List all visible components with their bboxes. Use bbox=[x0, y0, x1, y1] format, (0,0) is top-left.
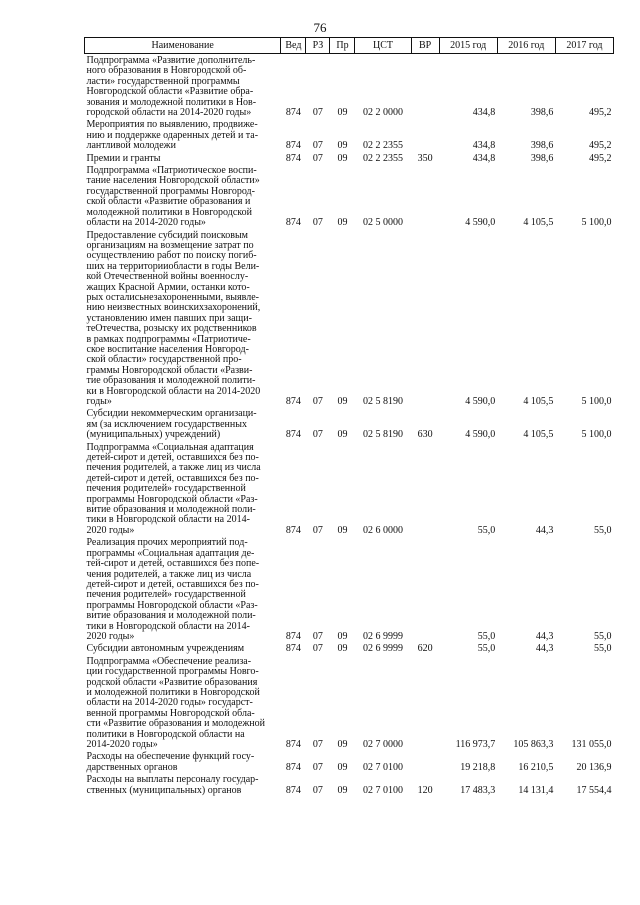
row-name bbox=[85, 750, 281, 773]
cell-rz: 07 bbox=[312, 524, 323, 536]
row-name-line: детей-сирот и детей, оставшихся без по- bbox=[86, 472, 259, 484]
cell-vr bbox=[411, 229, 439, 408]
row-name-line: Подпрограмма «Социальная адаптация bbox=[86, 441, 254, 453]
row-name-line: Расходы на выплаты персоналу государ- bbox=[86, 774, 259, 786]
row-name-line: программы Новгородской области «Раз- bbox=[86, 493, 258, 505]
header-pr: Пр bbox=[330, 38, 355, 54]
cell-rz: 07 bbox=[312, 152, 323, 164]
header-vr: ВР bbox=[411, 38, 439, 54]
cell-pr: 09 bbox=[337, 524, 348, 536]
row-name-line: кой Отечественной войны военнослу- bbox=[86, 271, 249, 283]
row-name-line: осуществлению работ по поиску погиб- bbox=[86, 250, 257, 262]
cell-pr: 09 bbox=[337, 739, 348, 750]
row-name-line: детей-сирот и детей, оставшихся без по- bbox=[86, 578, 259, 590]
header-ved: Вед bbox=[281, 38, 306, 54]
row-name bbox=[85, 229, 281, 408]
row-name-line: ки в Новгородской области на 2014-2020 bbox=[86, 385, 261, 397]
cell-vr bbox=[411, 441, 439, 537]
cell-2016: 398,6 bbox=[530, 107, 554, 119]
cell-2015: 116 973,7 bbox=[455, 739, 496, 750]
cell-ved: 874 bbox=[285, 761, 301, 773]
cell-rz: 07 bbox=[312, 217, 323, 229]
row-name-line: граммы Новгородской области «Разви- bbox=[86, 364, 253, 376]
cell-2017: 5 100,0 bbox=[581, 217, 612, 229]
row-name-line: тание населения Новгородской области» bbox=[86, 175, 260, 187]
cell-2016: 4 105,5 bbox=[523, 396, 554, 407]
row-name-line: венной программы Новгородской обла- bbox=[86, 707, 255, 719]
row-name-line: Предоставление субсидий поисковым bbox=[86, 229, 248, 241]
cell-rz: 07 bbox=[312, 140, 323, 152]
header-2017: 2017 год bbox=[555, 38, 613, 54]
row-name-line: ям (за исключением государственных bbox=[86, 418, 247, 430]
row-name-line: организациям на возмещение затрат по bbox=[86, 239, 254, 251]
cell-ved: 874 bbox=[285, 107, 301, 119]
cell-pr: 09 bbox=[337, 643, 348, 655]
cell-2016: 105 863,3 bbox=[513, 739, 554, 750]
table-row bbox=[85, 407, 614, 440]
row-name-line: жащих Красной Армии, останки кото- bbox=[86, 281, 250, 293]
cell-vr bbox=[411, 164, 439, 228]
row-name-line: 2014-2020 годы» bbox=[86, 739, 158, 750]
cell-pr: 09 bbox=[337, 630, 348, 642]
row-name bbox=[85, 407, 281, 440]
cell-ved: 874 bbox=[285, 739, 301, 750]
cell-vr: 620 bbox=[417, 643, 433, 655]
row-name-line: ного образования в Новгородской об- bbox=[86, 65, 247, 77]
row-name-line: программы «Социальная адаптация де- bbox=[86, 547, 255, 559]
row-name bbox=[85, 54, 281, 119]
row-name bbox=[85, 536, 281, 642]
cell-vr bbox=[411, 655, 439, 751]
cell-cst: 02 2 0000 bbox=[363, 107, 404, 119]
row-name-line: нию неизвестных воинскихзахоронений, bbox=[86, 302, 261, 314]
cell-2016: 44,3 bbox=[535, 643, 554, 655]
cell-rz: 07 bbox=[312, 761, 323, 773]
cell-vr bbox=[411, 54, 439, 119]
cell-rz: 07 bbox=[312, 107, 323, 119]
row-name-line: Новгородской области «Развитие обра- bbox=[86, 86, 254, 98]
row-name bbox=[85, 441, 281, 537]
row-name bbox=[85, 152, 281, 164]
row-name-line: лантливой молодежи bbox=[86, 140, 176, 152]
cell-ved: 874 bbox=[285, 630, 301, 642]
cell-ved: 874 bbox=[285, 140, 301, 152]
row-name-line: Подпрограмма «Патриотическое воспи- bbox=[86, 165, 257, 177]
table-row bbox=[85, 536, 614, 642]
header-row bbox=[85, 38, 614, 54]
cell-vr bbox=[411, 536, 439, 642]
cell-2015: 4 590,0 bbox=[465, 396, 496, 407]
row-name-line: детей-сирот и детей, оставшихся без по- bbox=[86, 452, 259, 464]
table-row bbox=[85, 642, 614, 654]
cell-vr: 350 bbox=[417, 152, 433, 164]
row-name-line: ской области «Развитие образования и bbox=[86, 196, 251, 208]
cell-ved: 874 bbox=[285, 217, 301, 229]
cell-2017: 55,0 bbox=[594, 643, 612, 655]
row-name-line: (муниципальных) учреждений) bbox=[86, 429, 221, 441]
row-name-line: Субсидии некоммерческим организаци- bbox=[86, 408, 257, 420]
row-name-line: тие образования и молодежной полити- bbox=[86, 375, 256, 387]
cell-rz: 07 bbox=[312, 643, 323, 655]
cell-2017: 55,0 bbox=[594, 524, 612, 536]
cell-2015: 19 218,8 bbox=[460, 761, 496, 773]
cell-ved: 874 bbox=[285, 524, 301, 536]
row-name-line: родской области «Развитие образования bbox=[86, 676, 258, 688]
row-name-line: ственных (муниципальных) органов bbox=[86, 784, 242, 796]
row-name-line: зования и молодежной политики в Нов- bbox=[86, 96, 257, 108]
row-name-line: тики в Новгородской области на 2014- bbox=[86, 620, 250, 632]
row-name-line: программы Новгородской области «Раз- bbox=[86, 599, 258, 611]
cell-2016: 4 105,5 bbox=[523, 217, 554, 229]
cell-pr: 09 bbox=[337, 107, 348, 119]
cell-pr: 09 bbox=[337, 152, 348, 164]
row-name-line: Премии и гранты bbox=[86, 152, 161, 164]
cell-2015: 17 483,3 bbox=[460, 784, 496, 796]
header-rz: РЗ bbox=[306, 38, 330, 54]
table-row bbox=[85, 54, 614, 119]
header-2015: 2015 год bbox=[439, 38, 497, 54]
cell-2016: 44,3 bbox=[535, 630, 554, 642]
row-name-line: Подпрограмма «Развитие дополнитель- bbox=[86, 55, 256, 66]
cell-cst: 02 6 9999 bbox=[363, 643, 404, 655]
row-name-line: области на 2014-2020 годы» государст- bbox=[86, 697, 253, 709]
cell-2016: 398,6 bbox=[530, 152, 554, 164]
row-name-line: в рамках подпрограммы «Патриотиче- bbox=[86, 333, 251, 345]
cell-2015: 55,0 bbox=[477, 630, 496, 642]
cell-2015: 55,0 bbox=[477, 643, 496, 655]
cell-2017: 131 055,0 bbox=[571, 739, 612, 750]
table-row bbox=[85, 655, 614, 751]
cell-2015: 55,0 bbox=[477, 524, 496, 536]
cell-pr: 09 bbox=[337, 784, 348, 796]
row-name-line: ласти» государственной программы bbox=[86, 75, 240, 87]
row-name-line: Расходы на обеспечение функций госу- bbox=[86, 751, 255, 763]
cell-vr: 120 bbox=[417, 784, 433, 796]
row-name-line: и молодежной политики в Новгородской bbox=[86, 686, 260, 698]
table-row bbox=[85, 773, 614, 796]
row-name-line: ской области» государственной про- bbox=[86, 354, 242, 366]
cell-2017: 5 100,0 bbox=[581, 396, 612, 407]
cell-cst: 02 7 0100 bbox=[363, 761, 404, 773]
cell-vr bbox=[411, 118, 439, 151]
row-name-line: 2020 годы» bbox=[86, 524, 135, 536]
cell-pr: 09 bbox=[337, 217, 348, 229]
cell-cst: 02 5 8190 bbox=[363, 429, 404, 441]
row-name bbox=[85, 773, 281, 796]
row-name-line: молодежной политики в Новгородской bbox=[86, 206, 252, 218]
cell-pr: 09 bbox=[337, 396, 348, 407]
cell-2015: 434,8 bbox=[472, 152, 496, 164]
cell-ved: 874 bbox=[285, 643, 301, 655]
row-name-line: ции государственной программы Новго- bbox=[86, 666, 259, 678]
cell-cst: 02 2 2355 bbox=[363, 140, 404, 152]
row-name-line: тей-сирот и детей, оставшихся без попе- bbox=[86, 558, 260, 570]
cell-2016: 44,3 bbox=[535, 524, 554, 536]
page-number: 76 bbox=[313, 20, 327, 35]
row-name-line: сти «Развитие образования и молодежной bbox=[86, 718, 265, 730]
row-name bbox=[85, 118, 281, 151]
cell-vr bbox=[411, 750, 439, 773]
row-name-line: витие образования и молодежной поли- bbox=[86, 610, 256, 622]
cell-cst: 02 6 0000 bbox=[363, 524, 404, 536]
cell-cst: 02 6 9999 bbox=[363, 630, 404, 642]
cell-cst: 02 7 0100 bbox=[363, 784, 404, 796]
cell-cst: 02 2 2355 bbox=[363, 152, 404, 164]
row-name-line: области на 2014-2020 годы» bbox=[86, 217, 206, 229]
cell-2015: 434,8 bbox=[472, 140, 496, 152]
cell-cst: 02 5 8190 bbox=[363, 396, 404, 407]
row-name-line: печения родителей» государственной bbox=[86, 589, 246, 601]
row-name-line: дарственных органов bbox=[86, 761, 178, 773]
row-name-line: витие образования и молодежной поли- bbox=[86, 504, 256, 516]
header-name: Наименование bbox=[85, 38, 281, 54]
cell-2017: 17 554,4 bbox=[576, 784, 612, 796]
cell-rz: 07 bbox=[312, 784, 323, 796]
cell-rz: 07 bbox=[312, 396, 323, 407]
table-row bbox=[85, 152, 614, 164]
row-name-line: рых осталисьнезахороненными, выявле- bbox=[86, 291, 259, 303]
cell-ved: 874 bbox=[285, 152, 301, 164]
row-name-line: ших на территорииобласти в годы Вели- bbox=[86, 260, 260, 272]
cell-2016: 4 105,5 bbox=[523, 429, 554, 441]
cell-pr: 09 bbox=[337, 429, 348, 441]
cell-ved: 874 bbox=[285, 396, 301, 407]
cell-2016: 14 131,4 bbox=[518, 784, 554, 796]
row-name-line: Реализация прочих мероприятий под- bbox=[86, 537, 248, 549]
row-name-line: государственной программы Новгород- bbox=[86, 185, 255, 197]
cell-2015: 4 590,0 bbox=[465, 217, 496, 229]
cell-2017: 495,2 bbox=[589, 107, 612, 119]
row-name-line: ское воспитание населения Новгород- bbox=[86, 343, 249, 355]
cell-pr: 09 bbox=[337, 761, 348, 773]
header-2016: 2016 год bbox=[497, 38, 555, 54]
cell-2015: 434,8 bbox=[472, 107, 496, 119]
row-name bbox=[85, 164, 281, 228]
cell-2017: 55,0 bbox=[594, 630, 612, 642]
cell-2017: 495,2 bbox=[589, 140, 612, 152]
row-name bbox=[85, 655, 281, 751]
table-row bbox=[85, 164, 614, 228]
row-name-line: печения родителей» государственной bbox=[86, 483, 246, 495]
header-cst: ЦСТ bbox=[355, 38, 411, 54]
row-name-line: годы» bbox=[86, 396, 112, 407]
cell-rz: 07 bbox=[312, 429, 323, 441]
cell-vr: 630 bbox=[417, 429, 433, 441]
row-name-line: политики в Новгородской области на bbox=[86, 728, 245, 740]
table-row bbox=[85, 229, 614, 408]
row-name-line: Мероприятия по выявлению, продвиже- bbox=[86, 119, 258, 131]
cell-2016: 398,6 bbox=[530, 140, 554, 152]
cell-ved: 874 bbox=[285, 784, 301, 796]
cell-cst: 02 7 0000 bbox=[363, 739, 404, 750]
row-name-line: установлению имен павших при защи- bbox=[86, 312, 252, 324]
cell-2017: 495,2 bbox=[589, 152, 612, 164]
row-name-line: 2020 годы» bbox=[86, 630, 135, 642]
cell-2016: 16 210,5 bbox=[518, 761, 554, 773]
row-name-line: нию и поддержке одаренных детей и та- bbox=[86, 129, 259, 141]
cell-rz: 07 bbox=[312, 630, 323, 642]
cell-rz: 07 bbox=[312, 739, 323, 750]
row-name-line: тики в Новгородской области на 2014- bbox=[86, 514, 250, 526]
row-name-line: городской области на 2014-2020 годы» bbox=[86, 107, 252, 119]
table-row bbox=[85, 118, 614, 151]
table-row bbox=[85, 750, 614, 773]
row-name-line: теОтечества, розыску их родственников bbox=[86, 323, 257, 335]
table-row bbox=[85, 441, 614, 537]
cell-cst: 02 5 0000 bbox=[363, 217, 404, 229]
row-name-line: чения родителей, а также лиц из числа bbox=[86, 568, 252, 580]
cell-2017: 5 100,0 bbox=[581, 429, 612, 441]
row-name-line: Подпрограмма «Обеспечение реализа- bbox=[86, 655, 252, 667]
table-body bbox=[85, 54, 614, 797]
row-name-line: Субсидии автономным учреждениям bbox=[86, 643, 245, 655]
cell-2017: 20 136,9 bbox=[576, 761, 612, 773]
row-name-line: печения родителей, а также лиц из числа bbox=[86, 462, 261, 474]
row-name bbox=[85, 642, 281, 654]
cell-2015: 4 590,0 bbox=[465, 429, 496, 441]
budget-table bbox=[84, 37, 614, 796]
cell-pr: 09 bbox=[337, 140, 348, 152]
cell-ved: 874 bbox=[285, 429, 301, 441]
